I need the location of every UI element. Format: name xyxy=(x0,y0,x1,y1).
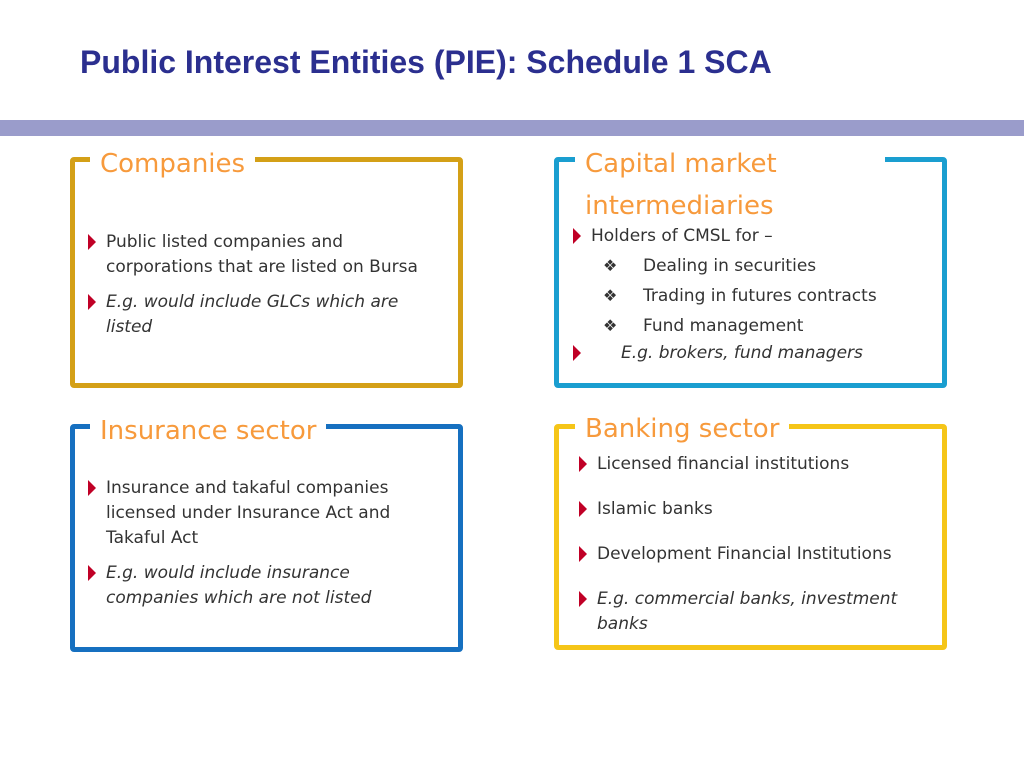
sublist-item-text: Trading in futures contracts xyxy=(643,286,877,306)
list-item-text: Insurance and takaful companies licensed under Insurance Act and Takaful Act xyxy=(106,478,391,548)
sublist xyxy=(573,251,933,341)
list-item-text: E.g. commercial banks, investment banks xyxy=(597,589,898,634)
list-item xyxy=(579,587,929,637)
sublist-item-text: Fund management xyxy=(643,316,804,336)
bullet-arrow-icon xyxy=(573,345,581,361)
bullet-arrow-icon xyxy=(88,294,96,310)
list-item-text: E.g. would include insurance companies which are not listed xyxy=(106,563,372,608)
list-item xyxy=(579,497,929,522)
diamond-bullet-icon: ❖ xyxy=(603,316,618,335)
bullet-arrow-icon xyxy=(573,228,581,244)
sublist-item-text: Dealing in securities xyxy=(643,256,817,276)
list-item xyxy=(579,452,929,477)
sublist-item xyxy=(573,311,933,341)
list-item-text: Islamic banks xyxy=(597,499,713,519)
diamond-bullet-icon: ❖ xyxy=(603,286,618,305)
insurance-list xyxy=(88,476,433,621)
list-item-text: E.g. would include GLCs which are listed xyxy=(106,292,399,337)
list-item-text: E.g. brokers, fund managers xyxy=(621,343,863,363)
insurance-label: Insurance sector xyxy=(90,410,326,452)
sublist-item xyxy=(573,251,933,281)
page-title: Public Interest Entities (PIE): Schedule 1 SCA xyxy=(80,44,772,80)
bullet-arrow-icon xyxy=(579,501,587,517)
list-item xyxy=(88,561,433,611)
header-band xyxy=(0,120,1024,136)
bullet-arrow-icon xyxy=(579,546,587,562)
capital-market-label: Capital market intermediaries xyxy=(575,143,885,227)
bullet-arrow-icon xyxy=(88,565,96,581)
diamond-bullet-icon: ❖ xyxy=(603,256,618,275)
list-item-text: Licensed financial institutions xyxy=(597,454,850,474)
bullet-arrow-icon xyxy=(88,480,96,496)
bullet-arrow-icon xyxy=(579,591,587,607)
capital-market-list xyxy=(573,224,933,376)
sublist-item xyxy=(573,281,933,311)
banking-list xyxy=(579,452,929,647)
banking-label: Banking sector xyxy=(575,408,789,450)
list-item xyxy=(88,290,448,340)
list-item xyxy=(573,224,933,341)
list-item xyxy=(88,476,433,551)
list-item xyxy=(88,230,448,280)
bullet-arrow-icon xyxy=(579,456,587,472)
bullet-arrow-icon xyxy=(88,234,96,250)
list-item xyxy=(573,341,933,366)
list-item-text: Development Financial Institutions xyxy=(597,544,892,564)
list-item xyxy=(579,542,929,567)
list-item-text: Public listed companies and corporations that are listed on Bursa xyxy=(106,232,418,277)
companies-list xyxy=(88,230,448,350)
companies-label: Companies xyxy=(90,143,255,185)
list-item-text: Holders of CMSL for – xyxy=(591,226,773,246)
